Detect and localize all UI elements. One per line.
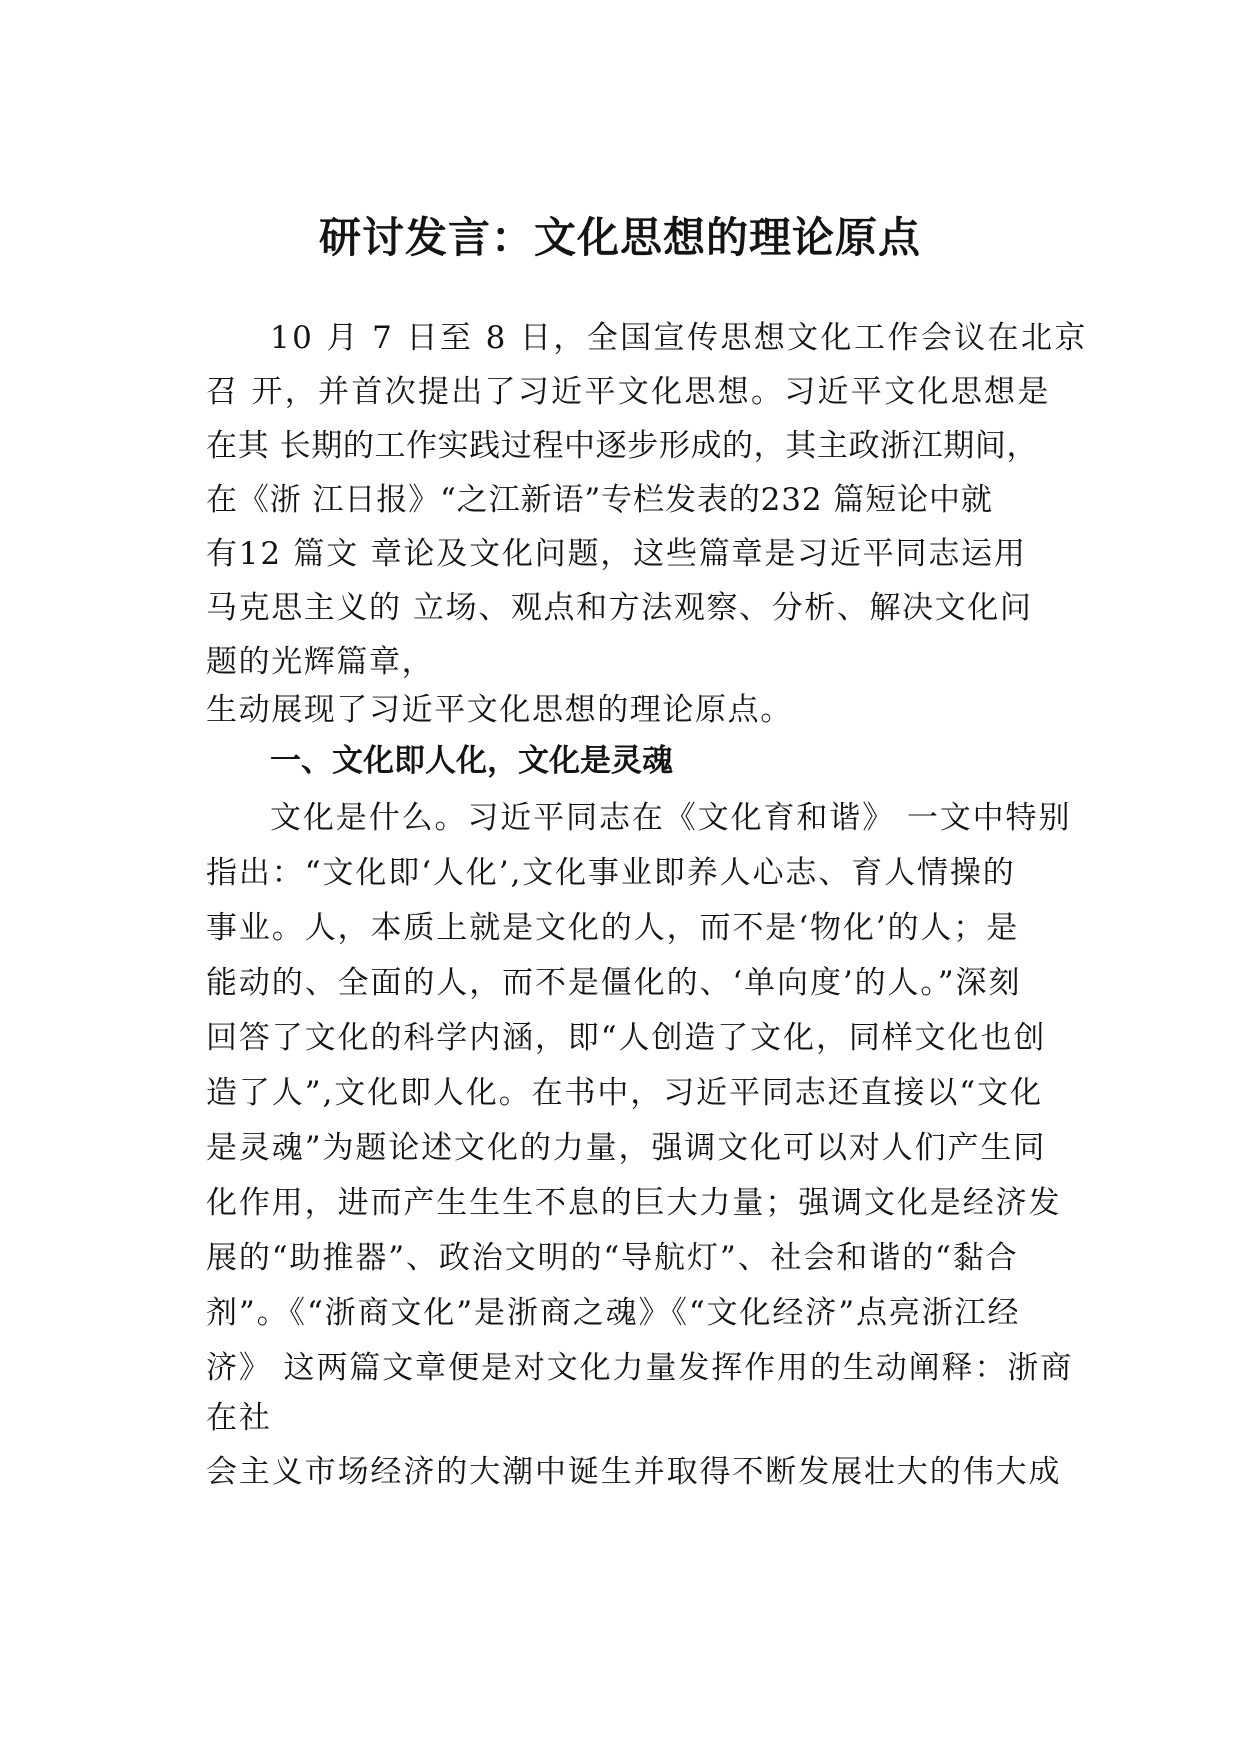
paragraph-line: 是灵魂”为题论述文化的力量，强调文化可以对人们产生同 bbox=[206, 1130, 1047, 1166]
section-heading: 一、文化即人化，文化是灵魂 bbox=[270, 743, 673, 779]
paragraph-line: 剂”。《“浙商文化”是浙商之魂》《“文化经济”点亮浙江经 bbox=[206, 1295, 1021, 1331]
paragraph-line: 能动的、全面的人，而不是僵化的、‘单向度’的人。”深刻 bbox=[206, 965, 1022, 1001]
paragraph-line: 在社 bbox=[206, 1400, 272, 1436]
paragraph-line: 题的光辉篇章， bbox=[206, 644, 435, 680]
paragraph-line: 召 开，并首次提出了习近平文化思想。习近平文化思想是 bbox=[206, 374, 1051, 410]
paragraph-line: 指出：“文化即‘人化’,文化事业即养人心志、育人情操的 bbox=[206, 855, 1016, 891]
paragraph-line: 在《浙 江日报》“之江新语”专栏发表的232 篇短论中就 bbox=[206, 482, 993, 518]
paragraph-line: 在其 长期的工作实践过程中逐步形成的，其主政浙江期间， bbox=[206, 428, 1039, 464]
paragraph-line: 济》 这两篇文章便是对文化力量发挥作用的生动阐释：浙商 bbox=[206, 1350, 1074, 1386]
paragraph-line: 会主义市场经济的大潮中诞生并取得不断发展壮大的伟大成 bbox=[206, 1454, 1062, 1490]
paragraph-line: 10 月 7 日至 8 日，全国宣传思想文化工作会议在北京 bbox=[270, 320, 1088, 356]
paragraph-line: 展的“助推器”、政治文明的“导航灯”、社会和谐的“黏合 bbox=[206, 1240, 1019, 1276]
paragraph-line: 事业。人，本质上就是文化的人，而不是‘物化’的人；是 bbox=[206, 910, 1020, 946]
paragraph-line: 文化是什么。习近平同志在《文化育和谐》 一文中特别 bbox=[270, 800, 1072, 836]
document-title: 研讨发言：文化思想的理论原点 bbox=[318, 213, 921, 262]
paragraph-line: 回答了文化的科学内涵，即“人创造了文化，同样文化也创 bbox=[206, 1020, 1047, 1056]
paragraph-line: 马克思主义的 立场、观点和方法观察、分析、解决文化问 bbox=[206, 590, 1033, 626]
paragraph-line: 造了人”,文化即人化。在书中，习近平同志还直接以“文化 bbox=[206, 1075, 1043, 1111]
paragraph-line: 化作用，进而产生生生不息的巨大力量；强调文化是经济发 bbox=[206, 1185, 1062, 1221]
paragraph-line: 有12 篇文 章论及文化问题，这些篇章是习近平同志运用 bbox=[206, 536, 1027, 572]
paragraph-line: 生动展现了习近平文化思想的理论原点。 bbox=[206, 692, 793, 728]
